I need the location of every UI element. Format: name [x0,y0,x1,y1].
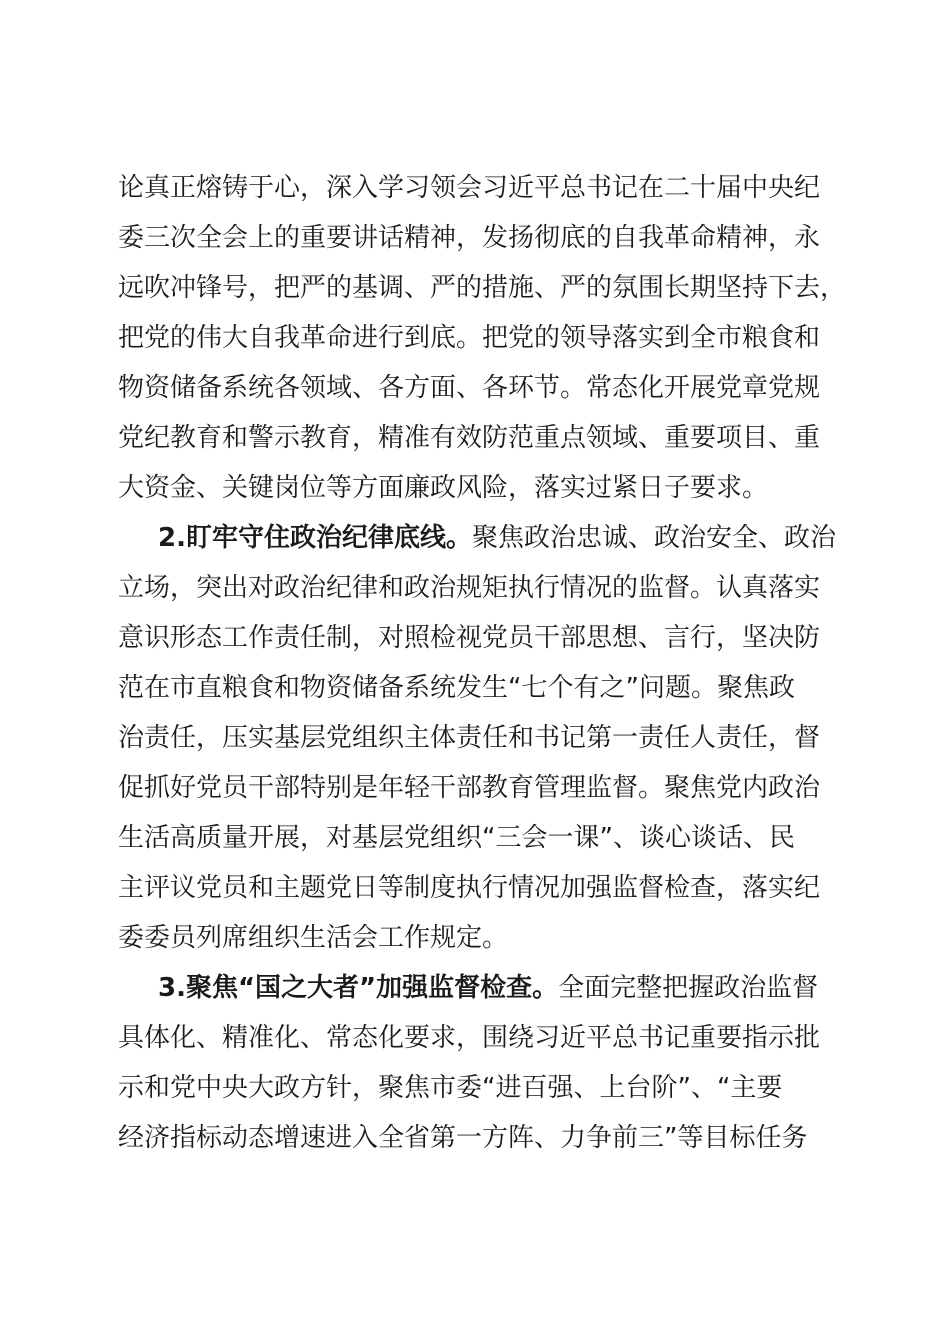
text-line: 远吹冲锋号，把严的基调、严的措施、严的氛围长期坚持下去， [118,273,847,303]
text-line: 物资储备系统各领域、各方面、各环节。常态化开展党章党规 [118,373,821,403]
text-line: 经济指标动态增速进入全省第一方阵、力争前三”等目标任务 [118,1123,808,1153]
paragraph-2 [118,513,836,963]
text-line: 具体化、精准化、常态化要求，围绕习近平总书记重要指示批 [118,1023,821,1053]
text-line: 委三次全会上的重要讲话精神，发扬彻底的自我革命精神，永 [118,223,821,253]
text-line: 意识形态工作责任制，对照检视党员干部思想、言行，坚决防 [118,623,821,653]
paragraph-3 [118,963,832,1163]
first-line-text: 聚焦政治忠诚、政治安全、政治 [471,523,836,553]
text-line: 范在市直粮食和物资储备系统发生“七个有之”问题。聚焦政 [118,673,795,703]
text-line: 把党的伟大自我革命进行到底。把党的领导落实到全市粮食和 [118,323,821,353]
text-line: 立场，突出对政治纪律和政治规矩执行情况的监督。认真落实 [118,573,821,603]
section-heading: 2.盯牢守住政治纪律底线。 [158,523,472,553]
text-line: 大资金、关键岗位等方面廉政风险，落实过紧日子要求。 [118,473,769,503]
document-page [118,163,847,1163]
text-line: 生活高质量开展，对基层党组织“三会一课”、谈心谈话、民 [118,823,795,853]
text-line: 主评议党员和主题党日等制度执行情况加强监督检查，落实纪 [118,873,821,903]
text-line: 治责任，压实基层党组织主体责任和书记第一责任人责任，督 [118,723,821,753]
text-line: 促抓好党员干部特别是年轻干部教育管理监督。聚焦党内政治 [118,773,821,803]
text-line: 论真正熔铸于心，深入学习领会习近平总书记在二十届中央纪 [118,173,821,203]
first-line [118,513,836,563]
first-line-text: 全面完整把握政治监督 [558,973,819,1003]
section-heading: 3.聚焦“国之大者”加强监督检查。 [158,973,559,1003]
text-line: 示和党中央大政方针，聚焦市委“进百强、上台阶”、“主要 [118,1073,783,1103]
paragraph-1 [118,163,847,513]
text-line: 党纪教育和警示教育，精准有效防范重点领域、重要项目、重 [118,423,821,453]
first-line [118,963,832,1013]
text-line: 委委员列席组织生活会工作规定。 [118,923,509,953]
